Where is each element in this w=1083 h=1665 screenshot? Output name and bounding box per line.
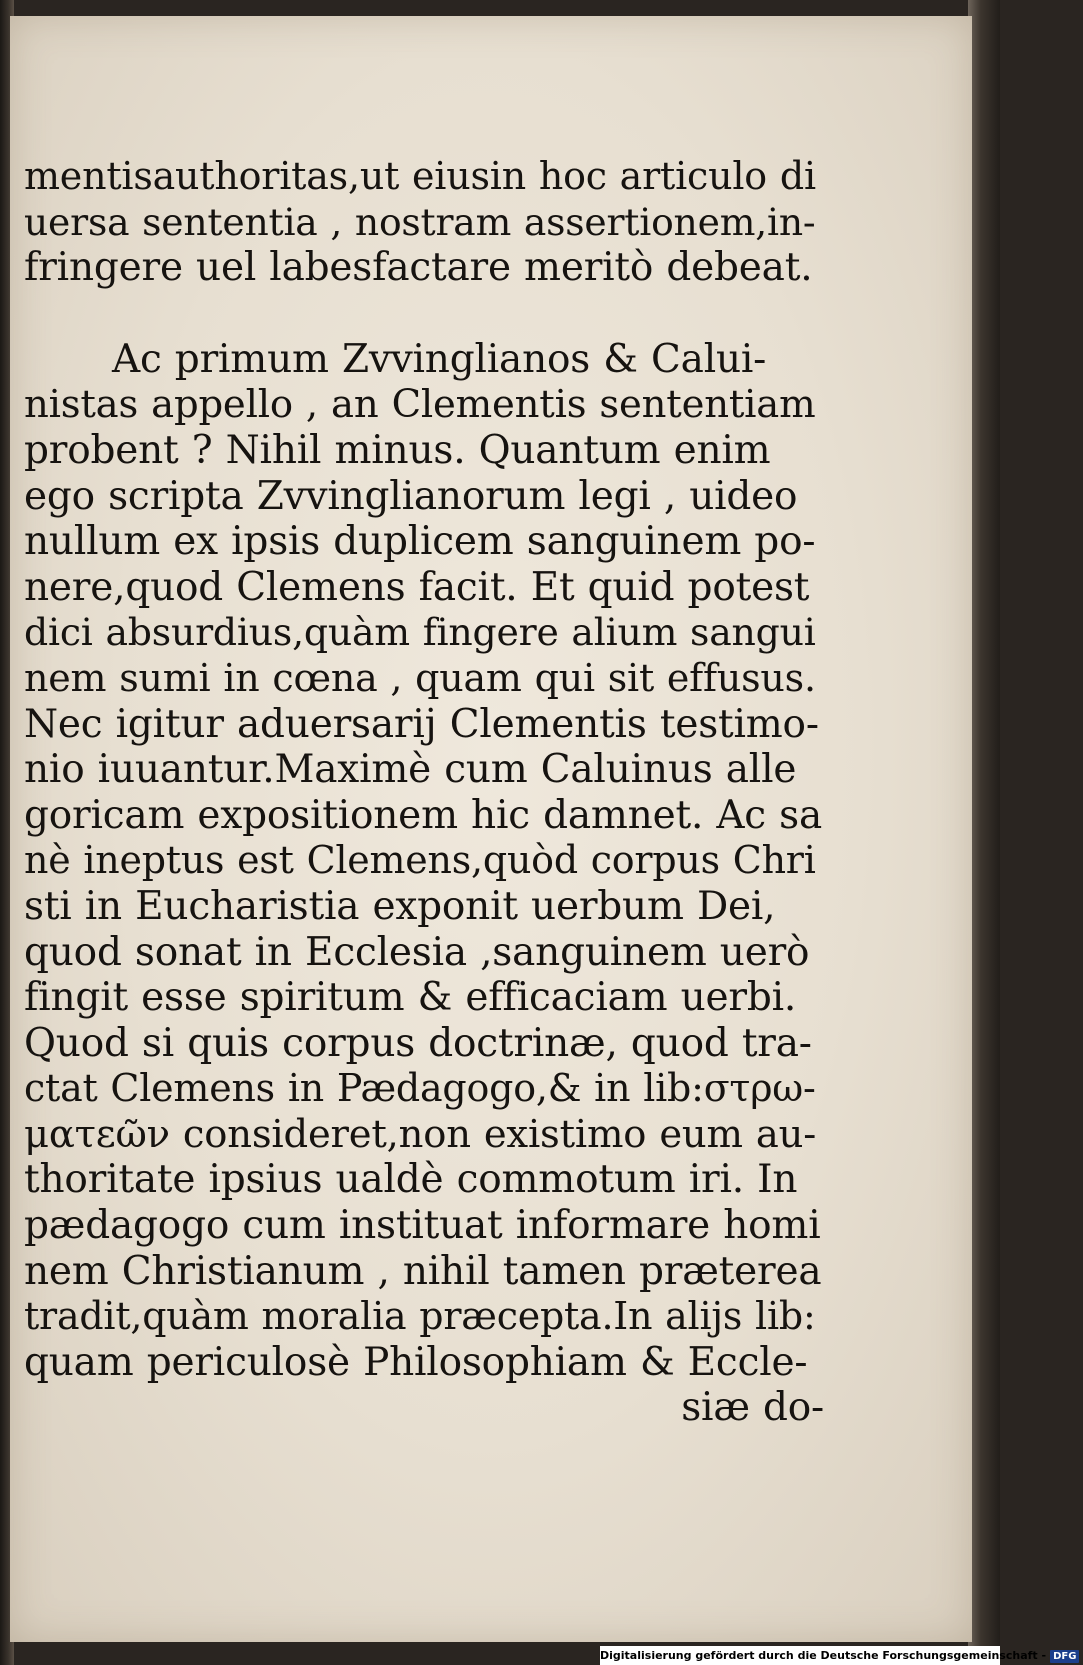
book-page — [10, 16, 972, 1642]
text-line: probent ? Nihil minus. Quantum enim — [24, 427, 771, 473]
text-line: Quod si quis corpus doctrinæ, quod tra- — [24, 1020, 812, 1066]
catchword: siæ do- — [681, 1385, 824, 1431]
text-line: ctat Clemens in Pædagogo,& in lib:στρω- — [24, 1066, 816, 1111]
text-line: quam periculosè Philosophiam & Eccle- — [24, 1339, 808, 1385]
text-line: ματεῶν consideret,non existimo eum au- — [24, 1111, 817, 1157]
text-line: nere,quod Clemens facit. Et quid potest — [24, 564, 810, 610]
text-line: fingit esse spiritum & efficaciam uerbi. — [24, 975, 797, 1021]
text-line: uersa sententia , nostram assertionem,in- — [24, 199, 816, 244]
text-line: nem sumi in cœna , quam qui sit effusus. — [24, 655, 816, 700]
text-line: nè ineptus est Clemens,quòd corpus Chri — [24, 838, 816, 883]
text-line: fringere uel labesfactare meritò debeat. — [24, 245, 813, 291]
text-line: sti in Eucharistia exponit uerbum Dei, — [24, 883, 776, 929]
text-line: Nec igitur aduersarij Clementis testimo- — [24, 701, 819, 747]
page-text-block — [24, 154, 824, 1431]
paragraph-gap — [24, 291, 824, 337]
text-line: quod sonat in Ecclesia ,sanguinem uerò — [24, 929, 810, 975]
text-line: nio iuuantur.Maximè cum Caluinus alle — [24, 747, 797, 793]
text-line: ego scripta Zvvinglianorum legi , uideo — [24, 473, 798, 519]
footer-credit-text: Digitalisierung gefördert durch die Deutsche Forschungsgemeinschaft - — [600, 1649, 1047, 1662]
text-line: goricam expositionem hic damnet. Ac sa — [24, 792, 823, 838]
digitization-footer — [600, 1646, 1077, 1665]
text-line: dici absurdius,quàm fingere alium sangui — [24, 610, 816, 655]
text-line: nem Christianum , nihil tamen præterea — [24, 1248, 822, 1294]
text-line: pædagogo cum instituat informare homi — [24, 1203, 821, 1249]
text-line: mentisauthoritas,ut eiusin hoc articulo di — [24, 154, 816, 198]
text-line: tradit,quàm moralia præcepta.In alijs lib: — [24, 1294, 816, 1339]
book-edge-right — [968, 0, 1000, 1665]
text-line-paragraph-start: Ac primum Zvvinglianos & Calui- — [112, 336, 767, 382]
text-line: nistas appello , an Clementis sententiam — [24, 382, 816, 428]
dfg-logo-icon: DFG — [1050, 1650, 1079, 1663]
text-line: thoritate ipsius ualdè commotum iri. In — [24, 1157, 798, 1203]
text-line: nullum ex ipsis duplicem sanguinem po- — [24, 519, 816, 565]
